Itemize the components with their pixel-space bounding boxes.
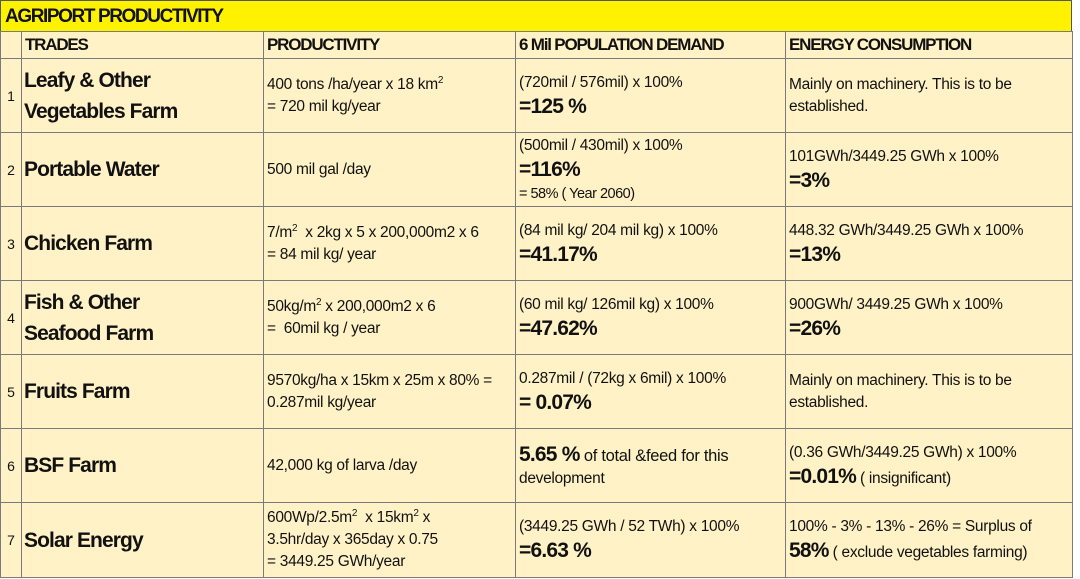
energy-cell (786, 59, 1073, 133)
productivity-part-a: 7/m (267, 223, 292, 241)
energy-cell (786, 207, 1073, 281)
demand-formula: (3449.25 GWh / 52 TWh) x 100% (519, 518, 740, 535)
productivity-table (0, 31, 1073, 578)
table-row (1, 207, 1073, 281)
energy-line1: 101GWh/3449.25 GWh x 100% (789, 147, 999, 165)
demand-cell (516, 503, 786, 578)
demand-formula: (720mil / 576mil) x 100% (519, 73, 683, 91)
productivity-line2: 0.287mil kg/year (267, 393, 376, 411)
demand-result: =47.62% (519, 316, 597, 340)
table-row (1, 355, 1073, 429)
header-energy: ENERGY CONSUMPTION (786, 32, 1073, 59)
productivity-line3: = 3449.25 GWh/year (267, 553, 406, 570)
energy-tail: ( insignificant) (856, 469, 951, 487)
superscript: 2 (351, 508, 358, 519)
demand-formula: (60 mil kg/ 126mil kg) x 100% (519, 295, 714, 313)
energy-cell (786, 429, 1073, 503)
trade-name-line1: Fish & Other (24, 290, 140, 314)
productivity-part-b: x 2kg x 5 x 200,000m2 x 6 (297, 223, 479, 241)
trade-cell (22, 281, 264, 355)
energy-line2: established. (789, 97, 869, 115)
energy-tail: ( exclude vegetables farming) (828, 544, 1028, 561)
superscript: 2 (413, 508, 419, 519)
trade-name-line1: BSF Farm (24, 454, 116, 477)
productivity-cell (264, 207, 516, 281)
demand-formula: (84 mil kg/ 204 mil kg) x 100% (519, 221, 718, 239)
productivity-line1: 400 tons /ha/year x 18 km (267, 75, 438, 93)
trade-name-line1: Leafy & Other (24, 68, 150, 92)
energy-cell (786, 355, 1073, 429)
energy-line1: Mainly on machinery. This is to be (789, 371, 1012, 389)
demand-line2: development (519, 469, 605, 487)
energy-result: =13% (789, 242, 841, 266)
row-number: 6 (1, 429, 22, 503)
row-number: 5 (1, 355, 22, 429)
table-row (1, 281, 1073, 355)
productivity-line2: = 720 mil kg/year (267, 97, 381, 115)
demand-tail: of total &feed for this (579, 446, 729, 465)
row-number: 3 (1, 207, 22, 281)
productivity-cell (264, 429, 516, 503)
energy-line1: 448.32 GWh/3449.25 GWh x 100% (789, 221, 1024, 239)
energy-line1: Mainly on machinery. This is to be (789, 75, 1012, 93)
productivity-cell (264, 133, 516, 207)
row-number: 1 (1, 59, 22, 133)
trade-cell (22, 429, 264, 503)
productivity-line2: = 84 mil kg/ year (267, 245, 377, 263)
productivity-line1: 9570kg/ha x 15km x 25m x 80% = (267, 371, 492, 389)
productivity-cell (264, 281, 516, 355)
table-row (1, 429, 1073, 503)
demand-cell (516, 133, 786, 207)
productivity-line2: = 60mil kg / year (267, 319, 381, 337)
productivity-part-b: x 200,000m2 x 6 (321, 297, 436, 315)
demand-result: =125 % (519, 94, 587, 118)
demand-formula: (500mil / 430mil) x 100% (519, 136, 683, 154)
trade-cell (22, 59, 264, 133)
trade-cell (22, 207, 264, 281)
sheet-title: AGRIPORT PRODUCTIVITY (0, 0, 1072, 31)
energy-result: =3% (789, 168, 830, 192)
header-trades: TRADES (22, 32, 264, 59)
table-row (1, 133, 1073, 207)
energy-line1: 900GWh/ 3449.25 GWh x 100% (789, 295, 1003, 313)
superscript: 2 (316, 296, 322, 308)
productivity-line2: 3.5hr/day x 365day x 0.75 (267, 531, 438, 548)
demand-cell (516, 281, 786, 355)
energy-result: =26% (789, 316, 841, 340)
header-productivity: PRODUCTIVITY (264, 32, 516, 59)
demand-cell (516, 429, 786, 503)
row-number: 2 (1, 133, 22, 207)
trade-name-line1: Portable Water (24, 158, 159, 181)
demand-cell (516, 355, 786, 429)
trade-cell (22, 503, 264, 578)
demand-cell (516, 207, 786, 281)
productivity-part-a: 600Wp/2.5m (267, 509, 352, 526)
demand-result: 5.65 % (519, 442, 580, 466)
productivity-cell (264, 59, 516, 133)
energy-cell (786, 503, 1073, 578)
superscript: 2 (291, 222, 298, 234)
demand-result: =116% (519, 157, 580, 181)
demand-result: = 0.07% (519, 390, 592, 414)
trade-name-line2: Vegetables Farm (24, 99, 178, 123)
demand-formula: 0.287mil / (72kg x 6mil) x 100% (519, 369, 726, 387)
trade-name-line2: Seafood Farm (24, 321, 154, 345)
productivity-line1: 42,000 kg of larva /day (267, 456, 417, 474)
energy-line1: 100% - 3% - 13% - 26% = Surplus of (789, 518, 1032, 535)
header-demand: 6 Mil POPULATION DEMAND (516, 32, 786, 59)
energy-result: 58% (789, 539, 829, 562)
productivity-part-c: x (418, 509, 431, 526)
productivity-cell (264, 355, 516, 429)
trade-name-line1: Solar Energy (24, 528, 143, 552)
productivity-line1: 500 mil gal /day (267, 160, 371, 178)
table-row (1, 503, 1073, 578)
productivity-part-b: x 15km (357, 509, 414, 526)
energy-cell (786, 133, 1073, 207)
header-row (1, 32, 1073, 59)
energy-line2: established. (789, 393, 869, 411)
superscript: 2 (437, 74, 444, 86)
header-num (1, 32, 22, 59)
demand-result: =6.63 % (519, 539, 592, 562)
row-number: 4 (1, 281, 22, 355)
trade-cell (22, 355, 264, 429)
demand-result: =41.17% (519, 242, 597, 266)
energy-line1: (0.36 GWh/3449.25 GWh) x 100% (789, 443, 1017, 461)
trade-name-line1: Chicken Farm (24, 232, 153, 255)
energy-cell (786, 281, 1073, 355)
row-number: 7 (1, 503, 22, 578)
trade-name-line1: Fruits Farm (24, 380, 130, 403)
energy-result: =0.01% (789, 464, 857, 488)
demand-cell (516, 59, 786, 133)
productivity-cell (264, 503, 516, 578)
demand-note: = 58% ( Year 2060) (519, 185, 635, 202)
trade-cell (22, 133, 264, 207)
productivity-part-a: 50kg/m (267, 297, 317, 315)
table-row (1, 59, 1073, 133)
